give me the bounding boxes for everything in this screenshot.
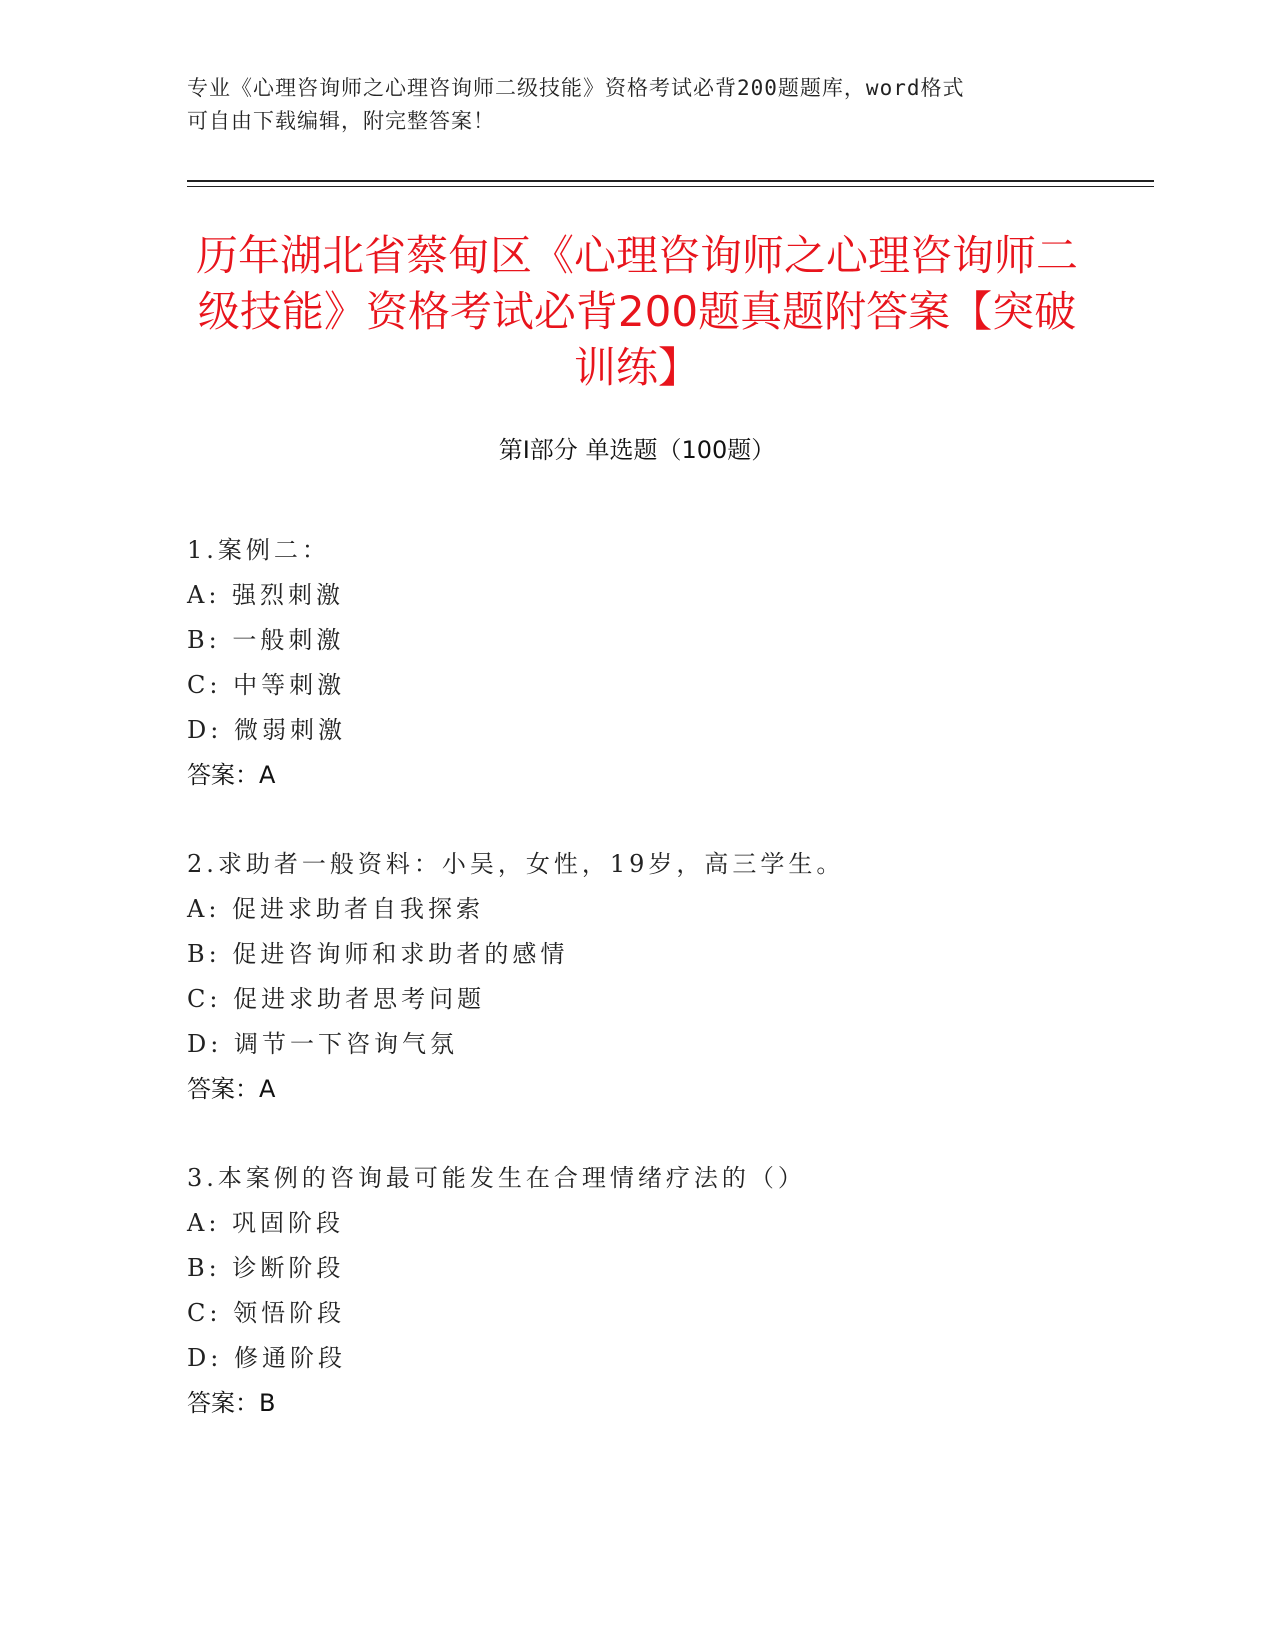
option-a: A: 巩固阶段: [187, 1209, 345, 1237]
question-2: [187, 842, 1087, 1112]
question-stem: 1.案例二：: [187, 536, 330, 564]
option-c: C: 领悟阶段: [187, 1299, 346, 1327]
answer: 答案：A: [187, 1075, 276, 1103]
option-a: A: 促进求助者自我探索: [187, 895, 485, 923]
option-b: B: 一般刺激: [187, 626, 345, 654]
answer: 答案：A: [187, 761, 276, 789]
option-c: C: 中等刺激: [187, 671, 346, 699]
question-stem: 3.本案例的咨询最可能发生在合理情绪疗法的（）: [187, 1164, 806, 1192]
header-divider-thin: [187, 186, 1154, 187]
option-d: D: 修通阶段: [187, 1344, 346, 1372]
option-b: B: 促进咨询师和求助者的感情: [187, 940, 569, 968]
answer: 答案：B: [187, 1389, 276, 1417]
option-a: A: 强烈刺激: [187, 581, 345, 609]
header-note: [187, 72, 1087, 138]
document-title: 历年湖北省蔡甸区《心理咨询师之心理咨询师二级技能》资格考试必背200题真题附答案【突破训练】: [195, 231, 1078, 392]
question-3: [187, 1156, 1087, 1426]
section-title: 第Ⅰ部分 单选题（100题）: [498, 436, 776, 464]
option-b: B: 诊断阶段: [187, 1254, 345, 1282]
question-list: [187, 528, 1087, 1470]
header-note-line-2: 可自由下载编辑，附完整答案！: [187, 109, 495, 133]
header-divider-thick: [187, 180, 1154, 182]
option-d: D: 调节一下咨询气氛: [187, 1030, 458, 1058]
question-stem: 2.求助者一般资料：小吴，女性，19岁，高三学生。: [187, 850, 845, 878]
question-1: [187, 528, 1087, 798]
option-d: D: 微弱刺激: [187, 716, 346, 744]
header-note-line-1: 专业《心理咨询师之心理咨询师二级技能》资格考试必背200题题库，word格式: [187, 76, 965, 100]
option-c: C: 促进求助者思考问题: [187, 985, 486, 1013]
